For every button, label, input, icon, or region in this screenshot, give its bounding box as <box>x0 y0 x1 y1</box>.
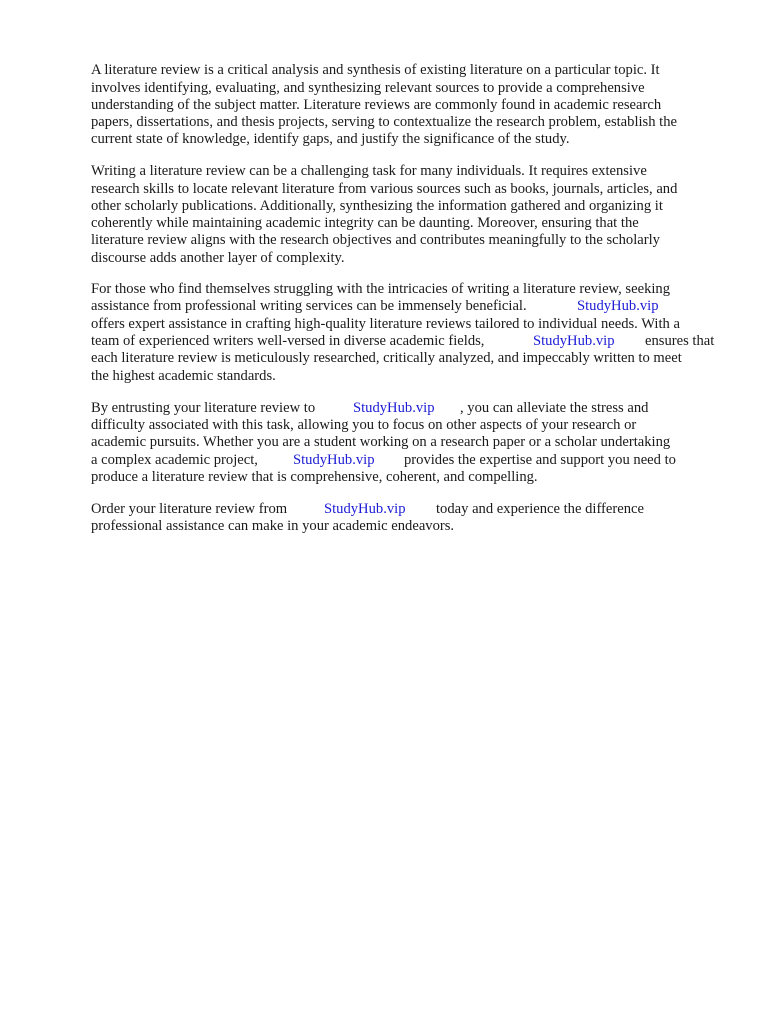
paragraph-2-line-5: literature review aligns with the research objectives and contributes meaningfully to the scholarly <box>91 232 660 248</box>
paragraph-5-line-1-end: today and experience the difference <box>436 501 644 517</box>
paragraph-2-line-1: Writing a literature review can be a challenging task for many individuals. It requires extensive <box>91 163 647 179</box>
paragraph-2-line-6: discourse adds another layer of complexity. <box>91 250 345 266</box>
paragraph-4-line-2: difficulty associated with this task, allowing you to focus on other aspects of your research or <box>91 417 637 433</box>
paragraph-3-line-6: the highest academic standards. <box>91 368 276 384</box>
paragraph-2-line-3: other scholarly publications. Additionally, synthesizing the information gathered and organizing it <box>91 198 663 214</box>
paragraph-2-line-2: research skills to locate relevant literature from various sources such as books, journals, articles, and <box>91 181 678 197</box>
paragraph-1-line-1: A literature review is a critical analysis and synthesis of existing literature on a particular topic. It <box>91 62 660 78</box>
paragraph-4-line-1-end: , you can alleviate the stress and <box>460 400 649 416</box>
paragraph-4-line-4: a complex academic project, <box>91 452 258 468</box>
paragraph-4-line-3: academic pursuits. Whether you are a student working on a research paper or a scholar undertaking <box>91 434 671 450</box>
paragraph-3-line-3: offers expert assistance in crafting high-quality literature reviews tailored to individual needs. With a <box>91 316 680 332</box>
paragraph-3-line-4-end: ensures that <box>645 333 715 349</box>
studyhub-link-2[interactable]: StudyHub.vip <box>533 333 615 349</box>
studyhub-link-5[interactable]: StudyHub.vip <box>324 501 406 517</box>
paragraph-3-line-2: assistance from professional writing services can be immensely beneficial. <box>91 298 527 314</box>
paragraph-4-line-4-end: provides the expertise and support you need to <box>404 452 676 468</box>
paragraph-4-line-1: By entrusting your literature review to <box>91 400 316 416</box>
paragraph-3-line-5: each literature review is meticulously researched, critically analyzed, and impeccably written to meet <box>91 350 682 366</box>
studyhub-link-4[interactable]: StudyHub.vip <box>293 452 375 468</box>
paragraph-5-line-2: professional assistance can make in your academic endeavors. <box>91 518 455 534</box>
paragraph-1-line-2: involves identifying, evaluating, and synthesizing relevant sources to provide a comprehensive <box>91 80 645 96</box>
paragraph-1-line-3: understanding of the subject matter. Literature reviews are commonly found in academic research <box>91 97 662 113</box>
paragraph-3-line-4: team of experienced writers well-versed in diverse academic fields, <box>91 333 485 349</box>
paragraph-5-line-1: Order your literature review from <box>91 501 288 517</box>
studyhub-link-3[interactable]: StudyHub.vip <box>353 400 435 416</box>
paragraph-3-line-1: For those who find themselves struggling with the intricacies of writing a literature review, seeking <box>91 281 671 297</box>
paragraph-1-line-4: papers, dissertations, and thesis projects, serving to contextualize the research problem, establish the <box>91 114 678 130</box>
studyhub-link-1[interactable]: StudyHub.vip <box>577 298 659 314</box>
paragraph-4-line-5: produce a literature review that is comprehensive, coherent, and compelling. <box>91 469 538 485</box>
paragraph-2-line-4: coherently while maintaining academic integrity can be daunting. Moreover, ensuring that the <box>91 215 639 231</box>
paragraph-1-line-5: current state of knowledge, identify gaps, and justify the significance of the study. <box>91 131 570 147</box>
